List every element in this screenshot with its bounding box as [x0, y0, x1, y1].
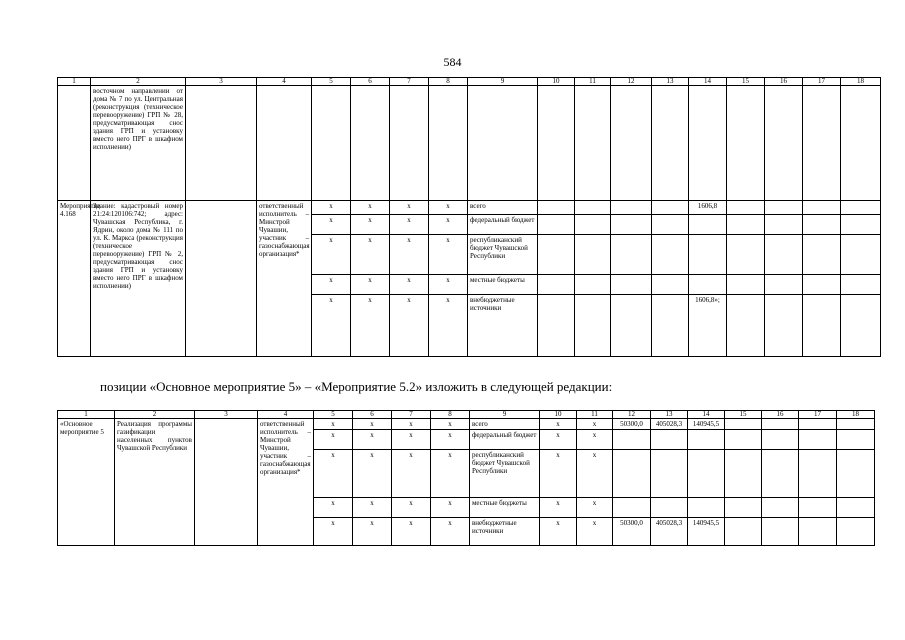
- column-number: 12: [613, 411, 651, 419]
- funding-source: местные бюджеты: [468, 275, 538, 295]
- cell: x: [314, 518, 353, 546]
- cell: x: [353, 419, 392, 430]
- funding-source: федеральный бюджет: [470, 430, 540, 450]
- cell: x: [577, 450, 613, 498]
- column-number: 9: [468, 78, 538, 86]
- cell: x: [353, 450, 392, 498]
- column-number: 7: [392, 411, 431, 419]
- cell: x: [577, 518, 613, 546]
- table-row: [58, 419, 875, 430]
- amount-cell: [688, 498, 725, 518]
- amount-cell: 405028,3: [651, 419, 688, 430]
- funding-source: республиканский бюджет Чувашской Республики: [468, 235, 538, 275]
- column-number: 16: [765, 78, 803, 86]
- cell: x: [351, 235, 390, 275]
- cell: x: [314, 430, 353, 450]
- column-number: 15: [725, 411, 762, 419]
- activity-number: Мероприятие 4.168: [58, 201, 91, 357]
- cell: [575, 201, 611, 215]
- cell: [611, 215, 652, 235]
- column-number: 15: [727, 78, 765, 86]
- cell: x: [429, 215, 468, 235]
- cell: x: [312, 275, 351, 295]
- cell: x: [312, 215, 351, 235]
- cell: [652, 235, 689, 275]
- cell: [652, 275, 689, 295]
- column-number: 1: [58, 411, 115, 419]
- amount-cell: [613, 498, 651, 518]
- cell: x: [392, 518, 431, 546]
- column-number: 14: [688, 411, 725, 419]
- column-number: 17: [803, 78, 841, 86]
- cell: x: [390, 201, 429, 215]
- column-number: 4: [258, 411, 314, 419]
- funding-source: всего: [468, 201, 538, 215]
- amount-cell: [689, 235, 727, 275]
- cell: [611, 295, 652, 357]
- funding-source: федеральный бюджет: [468, 215, 538, 235]
- cell: x: [351, 201, 390, 215]
- cell: x: [392, 430, 431, 450]
- column-number-row: [58, 78, 881, 86]
- amount-cell: [689, 215, 727, 235]
- column-number: 13: [651, 411, 688, 419]
- cell: x: [390, 235, 429, 275]
- cell: [652, 295, 689, 357]
- cell: [611, 275, 652, 295]
- cell: [538, 275, 575, 295]
- amount-cell: [613, 430, 651, 450]
- funding-source: внебюджетные источники: [470, 518, 540, 546]
- column-number: 18: [841, 78, 881, 86]
- cell: x: [390, 275, 429, 295]
- cell: x: [312, 295, 351, 357]
- amount-cell: [688, 430, 725, 450]
- cell: x: [353, 498, 392, 518]
- amount-cell: 50300,0: [613, 518, 651, 546]
- cell: x: [392, 498, 431, 518]
- column-number: 6: [351, 78, 390, 86]
- cell: x: [540, 518, 577, 546]
- column-number: 17: [799, 411, 837, 419]
- column-number: 14: [689, 78, 727, 86]
- cell: x: [351, 275, 390, 295]
- cell: x: [314, 450, 353, 498]
- cell: x: [312, 235, 351, 275]
- cell: x: [431, 419, 470, 430]
- cell: x: [429, 275, 468, 295]
- column-number: 12: [611, 78, 652, 86]
- cell: x: [392, 450, 431, 498]
- column-number: 5: [312, 78, 351, 86]
- activity-number: «Основное мероприятие 5: [58, 419, 115, 546]
- column-number: 8: [431, 411, 470, 419]
- cell: x: [429, 201, 468, 215]
- amount-cell: [689, 275, 727, 295]
- responsible-executor: ответственный исполнитель – Минстрой Чувашии, участник – газоснабжающая организация*: [258, 419, 314, 546]
- column-number: 3: [186, 78, 257, 86]
- cell: [538, 295, 575, 357]
- cell: [575, 215, 611, 235]
- amount-cell: 140945,5: [688, 419, 725, 430]
- amount-cell: 405028,3: [651, 518, 688, 546]
- cell: [611, 201, 652, 215]
- column-number: 11: [575, 78, 611, 86]
- cell: [538, 215, 575, 235]
- column-number: 6: [353, 411, 392, 419]
- cell: x: [392, 419, 431, 430]
- cell: x: [431, 450, 470, 498]
- amount-cell: [651, 498, 688, 518]
- cell: x: [312, 201, 351, 215]
- activity-description: восточном направлении от дома № 7 по ул. Центральная (реконструкция (техническое перевооружение) ГРП № 28, предусматривающая снос здания ГРП и установку вместо него ПРГ в шкафном исполнении): [91, 86, 186, 201]
- cell: x: [577, 498, 613, 518]
- column-number: 16: [762, 411, 799, 419]
- cell: [538, 235, 575, 275]
- amount-cell: [651, 450, 688, 498]
- responsible-executor: ответственный исполнитель – Минстрой Чувашии, участник – газоснабжающая организация*: [257, 201, 312, 357]
- cell: [538, 201, 575, 215]
- cell: x: [540, 430, 577, 450]
- column-number: 4: [257, 78, 312, 86]
- column-number: 7: [390, 78, 429, 86]
- cell: x: [390, 295, 429, 357]
- page-number: 584: [443, 55, 462, 69]
- funding-source: внебюджетные источники: [468, 295, 538, 357]
- cell: [575, 295, 611, 357]
- cell: [575, 275, 611, 295]
- cell: x: [351, 215, 390, 235]
- cell: x: [429, 295, 468, 357]
- column-number: 11: [577, 411, 613, 419]
- cell: x: [540, 419, 577, 430]
- column-number: 1: [58, 78, 91, 86]
- cell: x: [314, 419, 353, 430]
- amount-cell: 1606,8: [689, 201, 727, 215]
- column-number: 10: [538, 78, 575, 86]
- amount-cell: 140945,5: [688, 518, 725, 546]
- amount-cell: [651, 430, 688, 450]
- cell: x: [577, 419, 613, 430]
- cell: x: [540, 450, 577, 498]
- cell: x: [314, 498, 353, 518]
- cell: x: [431, 498, 470, 518]
- column-number: 10: [540, 411, 577, 419]
- column-number-row: [58, 411, 875, 419]
- amount-cell: 1606,8»;: [689, 295, 727, 357]
- cell: [652, 215, 689, 235]
- amount-cell: [613, 450, 651, 498]
- activity-description: Здание: кадастровый номер 21:24:120106:742; адрес: Чувашская Республика, г. Ядрин, около дома № 111 по ул. К. Маркса (реконструкция (техническое перевооружение) ГРП № 2, предусматривающая снос здания ГРП и установку вместо него ПРГ в шкафном исполнении): [91, 201, 186, 357]
- funding-source: республиканский бюджет Чувашской Республики: [470, 450, 540, 498]
- cell: x: [353, 430, 392, 450]
- budget-table-1: [57, 77, 881, 357]
- cell: x: [577, 430, 613, 450]
- cell: x: [540, 498, 577, 518]
- column-number: 2: [91, 78, 186, 86]
- column-number: 5: [314, 411, 353, 419]
- budget-table-2: [57, 410, 875, 546]
- column-number: 2: [115, 411, 195, 419]
- cell: [652, 201, 689, 215]
- cell: [575, 235, 611, 275]
- column-number: 3: [195, 411, 258, 419]
- cell: x: [429, 235, 468, 275]
- continuation-row: [58, 86, 881, 201]
- funding-source: всего: [470, 419, 540, 430]
- column-number: 13: [652, 78, 689, 86]
- cell: x: [390, 215, 429, 235]
- instruction-text: позиции «Основное мероприятие 5» – «Мероприятие 5.2» изложить в следующей редакции:: [100, 379, 613, 394]
- column-number: 9: [470, 411, 540, 419]
- cell: x: [431, 430, 470, 450]
- cell: [611, 235, 652, 275]
- cell: x: [431, 518, 470, 546]
- cell: x: [353, 518, 392, 546]
- table-row: [58, 201, 881, 215]
- funding-source: местные бюджеты: [470, 498, 540, 518]
- amount-cell: [688, 450, 725, 498]
- activity-description: Реализация программы газификации населенных пунктов Чувашской Республики: [115, 419, 195, 546]
- amount-cell: 50300,0: [613, 419, 651, 430]
- column-number: 8: [429, 78, 468, 86]
- column-number: 18: [837, 411, 875, 419]
- cell: x: [351, 295, 390, 357]
